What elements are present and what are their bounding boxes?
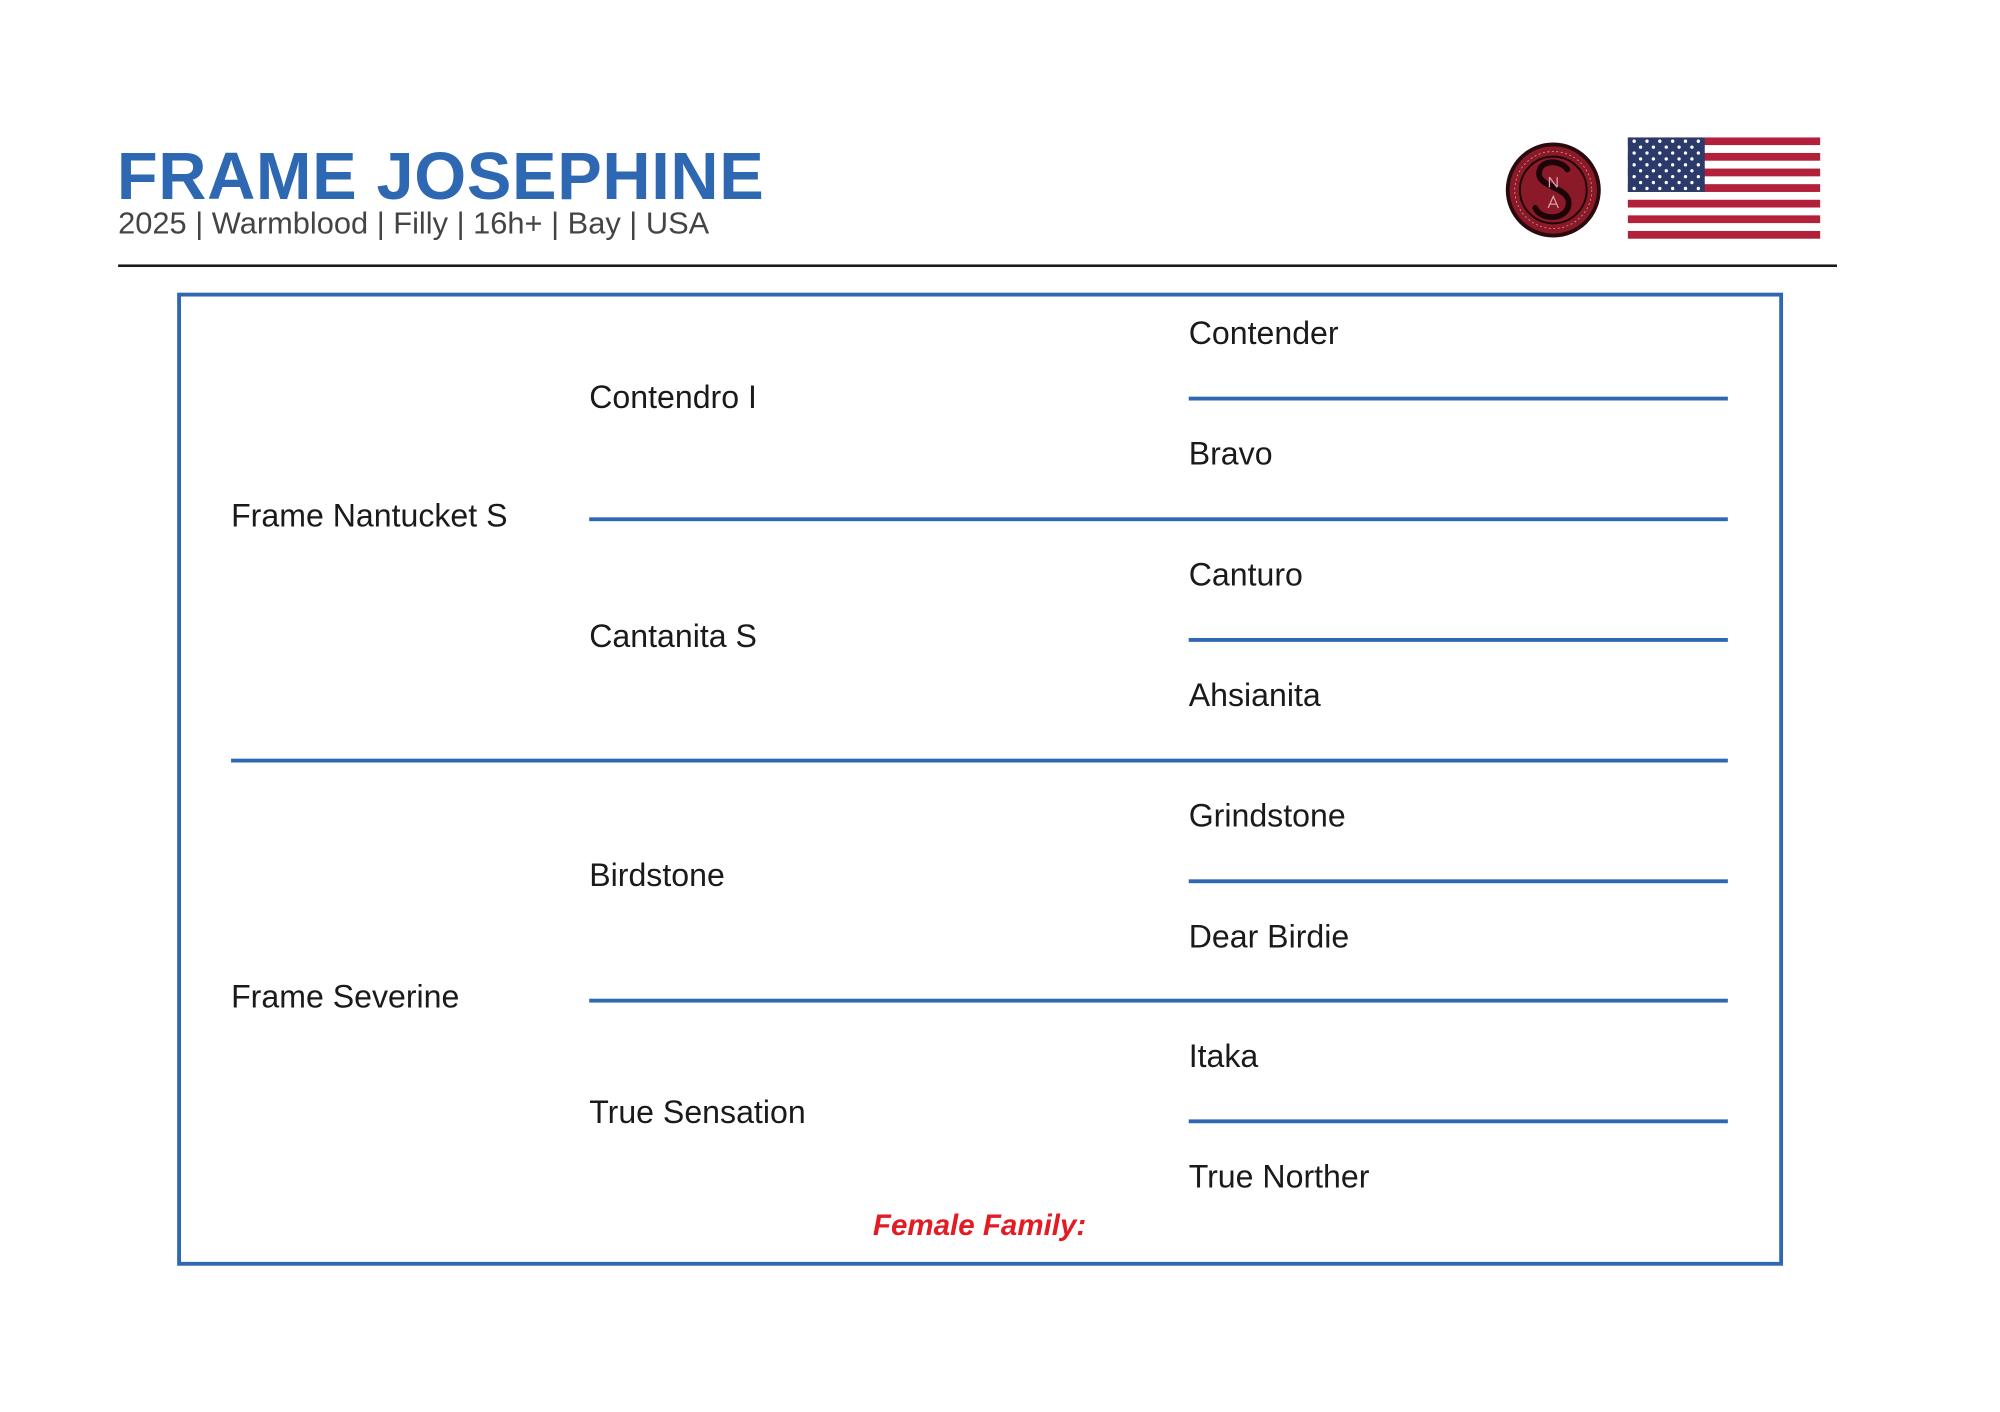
sire-line-divider (589, 517, 1728, 521)
sire-dam-divider (231, 759, 1728, 763)
dam-sire-name: Birdstone (589, 857, 725, 894)
dam-name: Frame Severine (231, 979, 460, 1016)
sire-name: Frame Nantucket S (231, 498, 508, 535)
great-grandparent-name: Contender (1188, 315, 1339, 352)
great-grandparent-divider (1189, 1119, 1728, 1123)
great-grandparent-name: Canturo (1188, 557, 1303, 594)
great-grandparent-name: Itaka (1188, 1038, 1259, 1075)
great-grandparent-name: True Norther (1188, 1159, 1370, 1196)
great-grandparent-name: Bravo (1188, 436, 1273, 473)
sire-sire-name: Contendro I (589, 379, 757, 416)
great-grandparent-name: Dear Birdie (1188, 919, 1350, 956)
horse-info-line: 2025 | Warmblood | Filly | 16h+ | Bay | USA (118, 206, 710, 242)
sire-dam-name: Cantanita S (589, 618, 757, 655)
us-flag-icon (1628, 137, 1821, 238)
dam-line-divider (589, 999, 1728, 1003)
great-grandparent-divider (1189, 397, 1728, 401)
female-family-label: Female Family: (872, 1207, 1087, 1242)
great-grandparent-name: Grindstone (1188, 798, 1346, 835)
great-grandparent-name: Ahsianita (1188, 677, 1321, 714)
horse-name-title: FRAME JOSEPHINE (116, 139, 765, 215)
great-grandparent-divider (1189, 879, 1728, 883)
header-divider (118, 264, 1837, 267)
dam-dam-name: True Sensation (589, 1094, 806, 1131)
great-grandparent-divider (1189, 638, 1728, 642)
seal-icon (1504, 141, 1602, 239)
